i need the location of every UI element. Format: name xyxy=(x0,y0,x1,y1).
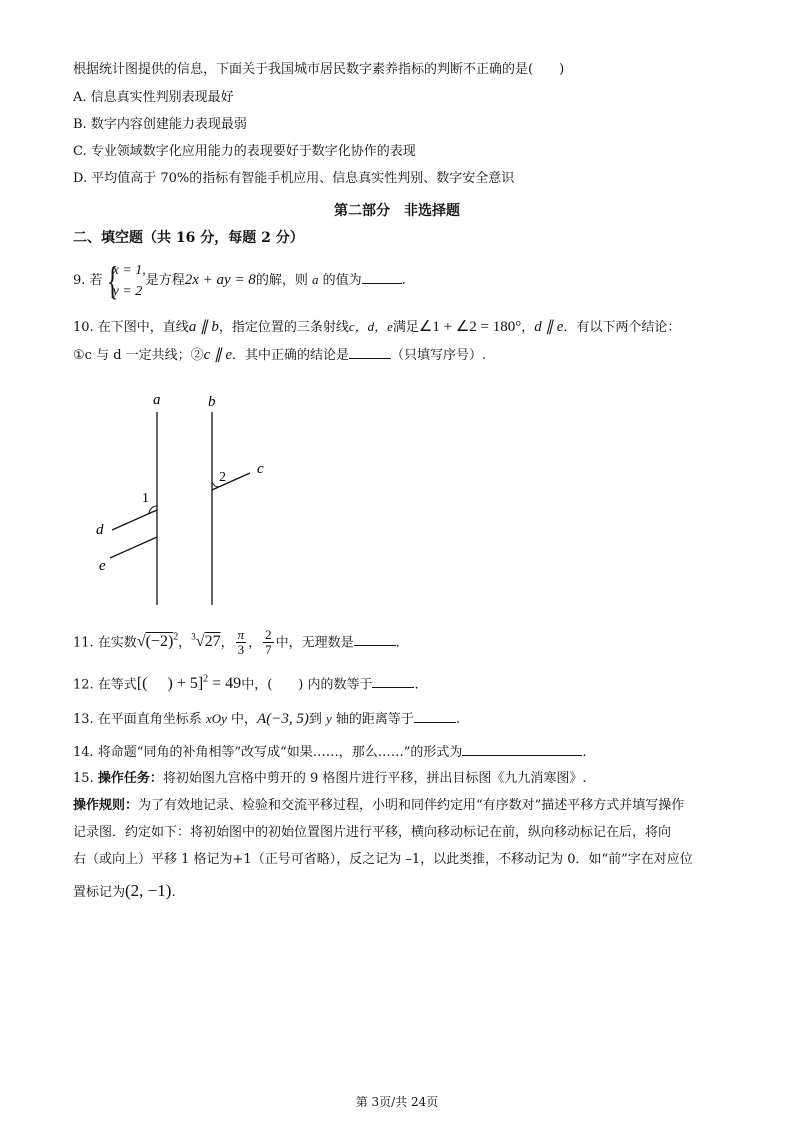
q9-tail: 的值为 xyxy=(322,273,362,288)
q15-rule-text: 置标记为 xyxy=(73,885,126,900)
q14 xyxy=(73,742,587,762)
q12-text: 12. 在等式 xyxy=(73,677,137,693)
q10-line1 xyxy=(73,318,680,337)
q8-option-d xyxy=(73,170,514,188)
q15-coord: (2, −1) xyxy=(125,881,172,900)
q10-text: 10. 在下图中，直线 xyxy=(73,320,189,335)
q11-text: 11. 在实数 xyxy=(73,635,137,651)
q11 xyxy=(73,620,400,660)
fraction-pi-3 xyxy=(236,628,247,657)
option-label: C. xyxy=(73,144,87,159)
q15-task-text: 将初始图九宫格中剪开的 9 格图片进行平移，拼出目标图《九九消寒图》. xyxy=(162,771,587,786)
q11-text: ， xyxy=(248,635,262,651)
sqrt-expression: $√(-2)^2$ xyxy=(136,632,179,651)
section2-title: 二、填空题（共 16 分，每题 2 分） xyxy=(73,230,304,246)
q10-rays: c，d，e xyxy=(348,319,393,334)
q9-sys-line2: y = 2 xyxy=(112,283,143,299)
q13-point: A(−3, 5) xyxy=(257,711,309,727)
q11-text: ， xyxy=(220,635,234,651)
q10-text: （只填写序号）. xyxy=(391,348,487,363)
eq-rest: = 49 xyxy=(208,675,242,693)
q15-num: 15. xyxy=(73,771,94,786)
q14-text: . xyxy=(582,745,587,760)
q10-text: 满足 xyxy=(392,320,419,335)
angle-2-label: 2 xyxy=(219,470,226,485)
q8-option-a xyxy=(73,89,234,107)
option-label: B. xyxy=(73,117,87,132)
q11-text: . xyxy=(395,635,400,651)
q8-option-c xyxy=(73,143,416,161)
q12-equation xyxy=(137,675,241,692)
option-label: A. xyxy=(73,90,87,105)
q12-text: . xyxy=(414,677,419,693)
ray-c xyxy=(212,473,250,490)
q10-figure xyxy=(85,385,285,610)
q9-var: a xyxy=(311,272,319,287)
label-b: b xyxy=(208,394,216,410)
q13-text: 到 xyxy=(308,712,322,727)
label-a: a xyxy=(153,392,161,408)
answer-blank xyxy=(414,709,456,723)
ray-d xyxy=(112,510,157,530)
q9-pre: 若 xyxy=(89,273,103,288)
q13 xyxy=(73,709,460,729)
eq-exp: 2 xyxy=(203,674,209,685)
label-c: c xyxy=(257,461,264,477)
angle-2-arc xyxy=(212,482,219,487)
q13-axis: y xyxy=(325,711,332,726)
answer-blank xyxy=(354,632,396,646)
eq-open: [( ) + 5] xyxy=(136,675,204,693)
q10-text: ．其中正确的结论是 xyxy=(231,348,349,363)
option-label: D. xyxy=(73,171,88,186)
frac-den: 3 xyxy=(237,642,245,658)
q9-sys-line1: x = 1, xyxy=(112,262,146,278)
cbrt-inner: 27 xyxy=(204,633,221,651)
frac-den: 7 xyxy=(265,642,272,658)
q12 xyxy=(73,671,419,694)
q14-text: 14. 将命题“同角的补角相等”改写成“如果……，那么……”的形式为 xyxy=(73,745,463,760)
cbrt-expression: $^3$√27 xyxy=(191,632,221,651)
q10-text: ①c 与 d 一定共线；② xyxy=(73,348,204,363)
q11-text: ， xyxy=(178,635,192,651)
q8-option-b xyxy=(73,116,247,134)
angle-1-label: 1 xyxy=(142,491,149,506)
part2-title: 第二部分 非选择题 xyxy=(334,203,460,219)
cbrt-index: 3 xyxy=(191,632,196,642)
q13-text: 中， xyxy=(231,712,258,727)
q13-system: xOy xyxy=(205,711,227,726)
option-text: 数字内容创建能力表现最弱 xyxy=(90,117,247,132)
q9 xyxy=(73,258,406,303)
option-text: 平均值高于 70%的指标有智能手机应用、信息真实性判别、数字安全意识 xyxy=(91,171,515,186)
q10-line2 xyxy=(73,345,486,365)
q10-angle-eq: ∠1 + ∠2 = 180° xyxy=(418,319,522,335)
q15-task-label: 操作任务： xyxy=(97,771,163,786)
q9-mid: 是方程 xyxy=(145,273,185,288)
sqrt-exp: 2 xyxy=(173,632,179,643)
q11-text: 中，无理数是 xyxy=(275,635,354,651)
label-d: d xyxy=(96,522,104,538)
q15-rule-line1 xyxy=(73,797,684,815)
q10-text: ，指定位置的三条射线 xyxy=(218,320,349,335)
q12-text: 中，( ) 内的数等于 xyxy=(241,677,373,693)
option-text: 专业领域数字化应用能力的表现要好于数字化协作的表现 xyxy=(90,144,416,159)
q15-rule-line2: 记录图．约定如下：将初始图中的初始位置图片进行平移，横向移动标记在前，纵向移动标记在后，将向 xyxy=(73,825,672,840)
q15-rule-text: . xyxy=(171,885,176,900)
option-text: 信息真实性判别表现最好 xyxy=(90,90,234,105)
frac-num: π xyxy=(237,627,245,643)
q13-text: . xyxy=(455,712,461,727)
answer-blank xyxy=(362,270,402,284)
q10-parallel-ab: a ∥ b xyxy=(188,319,219,335)
q15-rule-line4 xyxy=(73,879,176,905)
answer-blank xyxy=(349,345,391,359)
q9-post: 的解，则 xyxy=(255,273,308,288)
q13-text: 轴的距离等于 xyxy=(335,712,414,727)
q9-end: . xyxy=(401,273,406,288)
q10-text: ， xyxy=(521,320,535,335)
fraction-2-7 xyxy=(263,628,274,657)
answer-blank xyxy=(462,742,582,756)
q8-stem: 根据统计图提供的信息，下面关于我国城市居民数字素养指标的判断不正确的是( ) xyxy=(73,62,565,77)
q10-text: ．有以下两个结论： xyxy=(563,320,681,335)
frac-num: 2 xyxy=(265,627,272,643)
q9-num: 9. xyxy=(73,273,86,288)
q10-parallel-ce: c ∥ e xyxy=(203,347,232,363)
q13-text: 13. 在平面直角坐标系 xyxy=(73,712,202,727)
q9-system: { x = 1, y = 2 xyxy=(106,257,146,303)
answer-blank xyxy=(372,674,414,688)
q10-parallel-de: d ∥ e xyxy=(534,319,564,335)
q15-task xyxy=(73,770,587,788)
q9-equation: 2x + ay = 8 xyxy=(184,272,256,288)
page-footer: 第 3页/共 24页 xyxy=(355,1095,439,1109)
q15-rule-label: 操作规则： xyxy=(73,798,139,813)
ray-e xyxy=(110,537,157,558)
q15-rule-text: 为了有效地记录、检验和交流平移过程，小明和同伴约定用“有序数对”描述平移方式并填写操作 xyxy=(138,798,685,813)
sqrt-inner: (−2) xyxy=(145,633,174,651)
label-e: e xyxy=(99,558,106,574)
q15-rule-line3: 右（或向上）平移 1 格记为+1（正号可省略），反之记为 –1，以此类推，不移动记为 0．如“前”字在对应位 xyxy=(73,852,693,867)
